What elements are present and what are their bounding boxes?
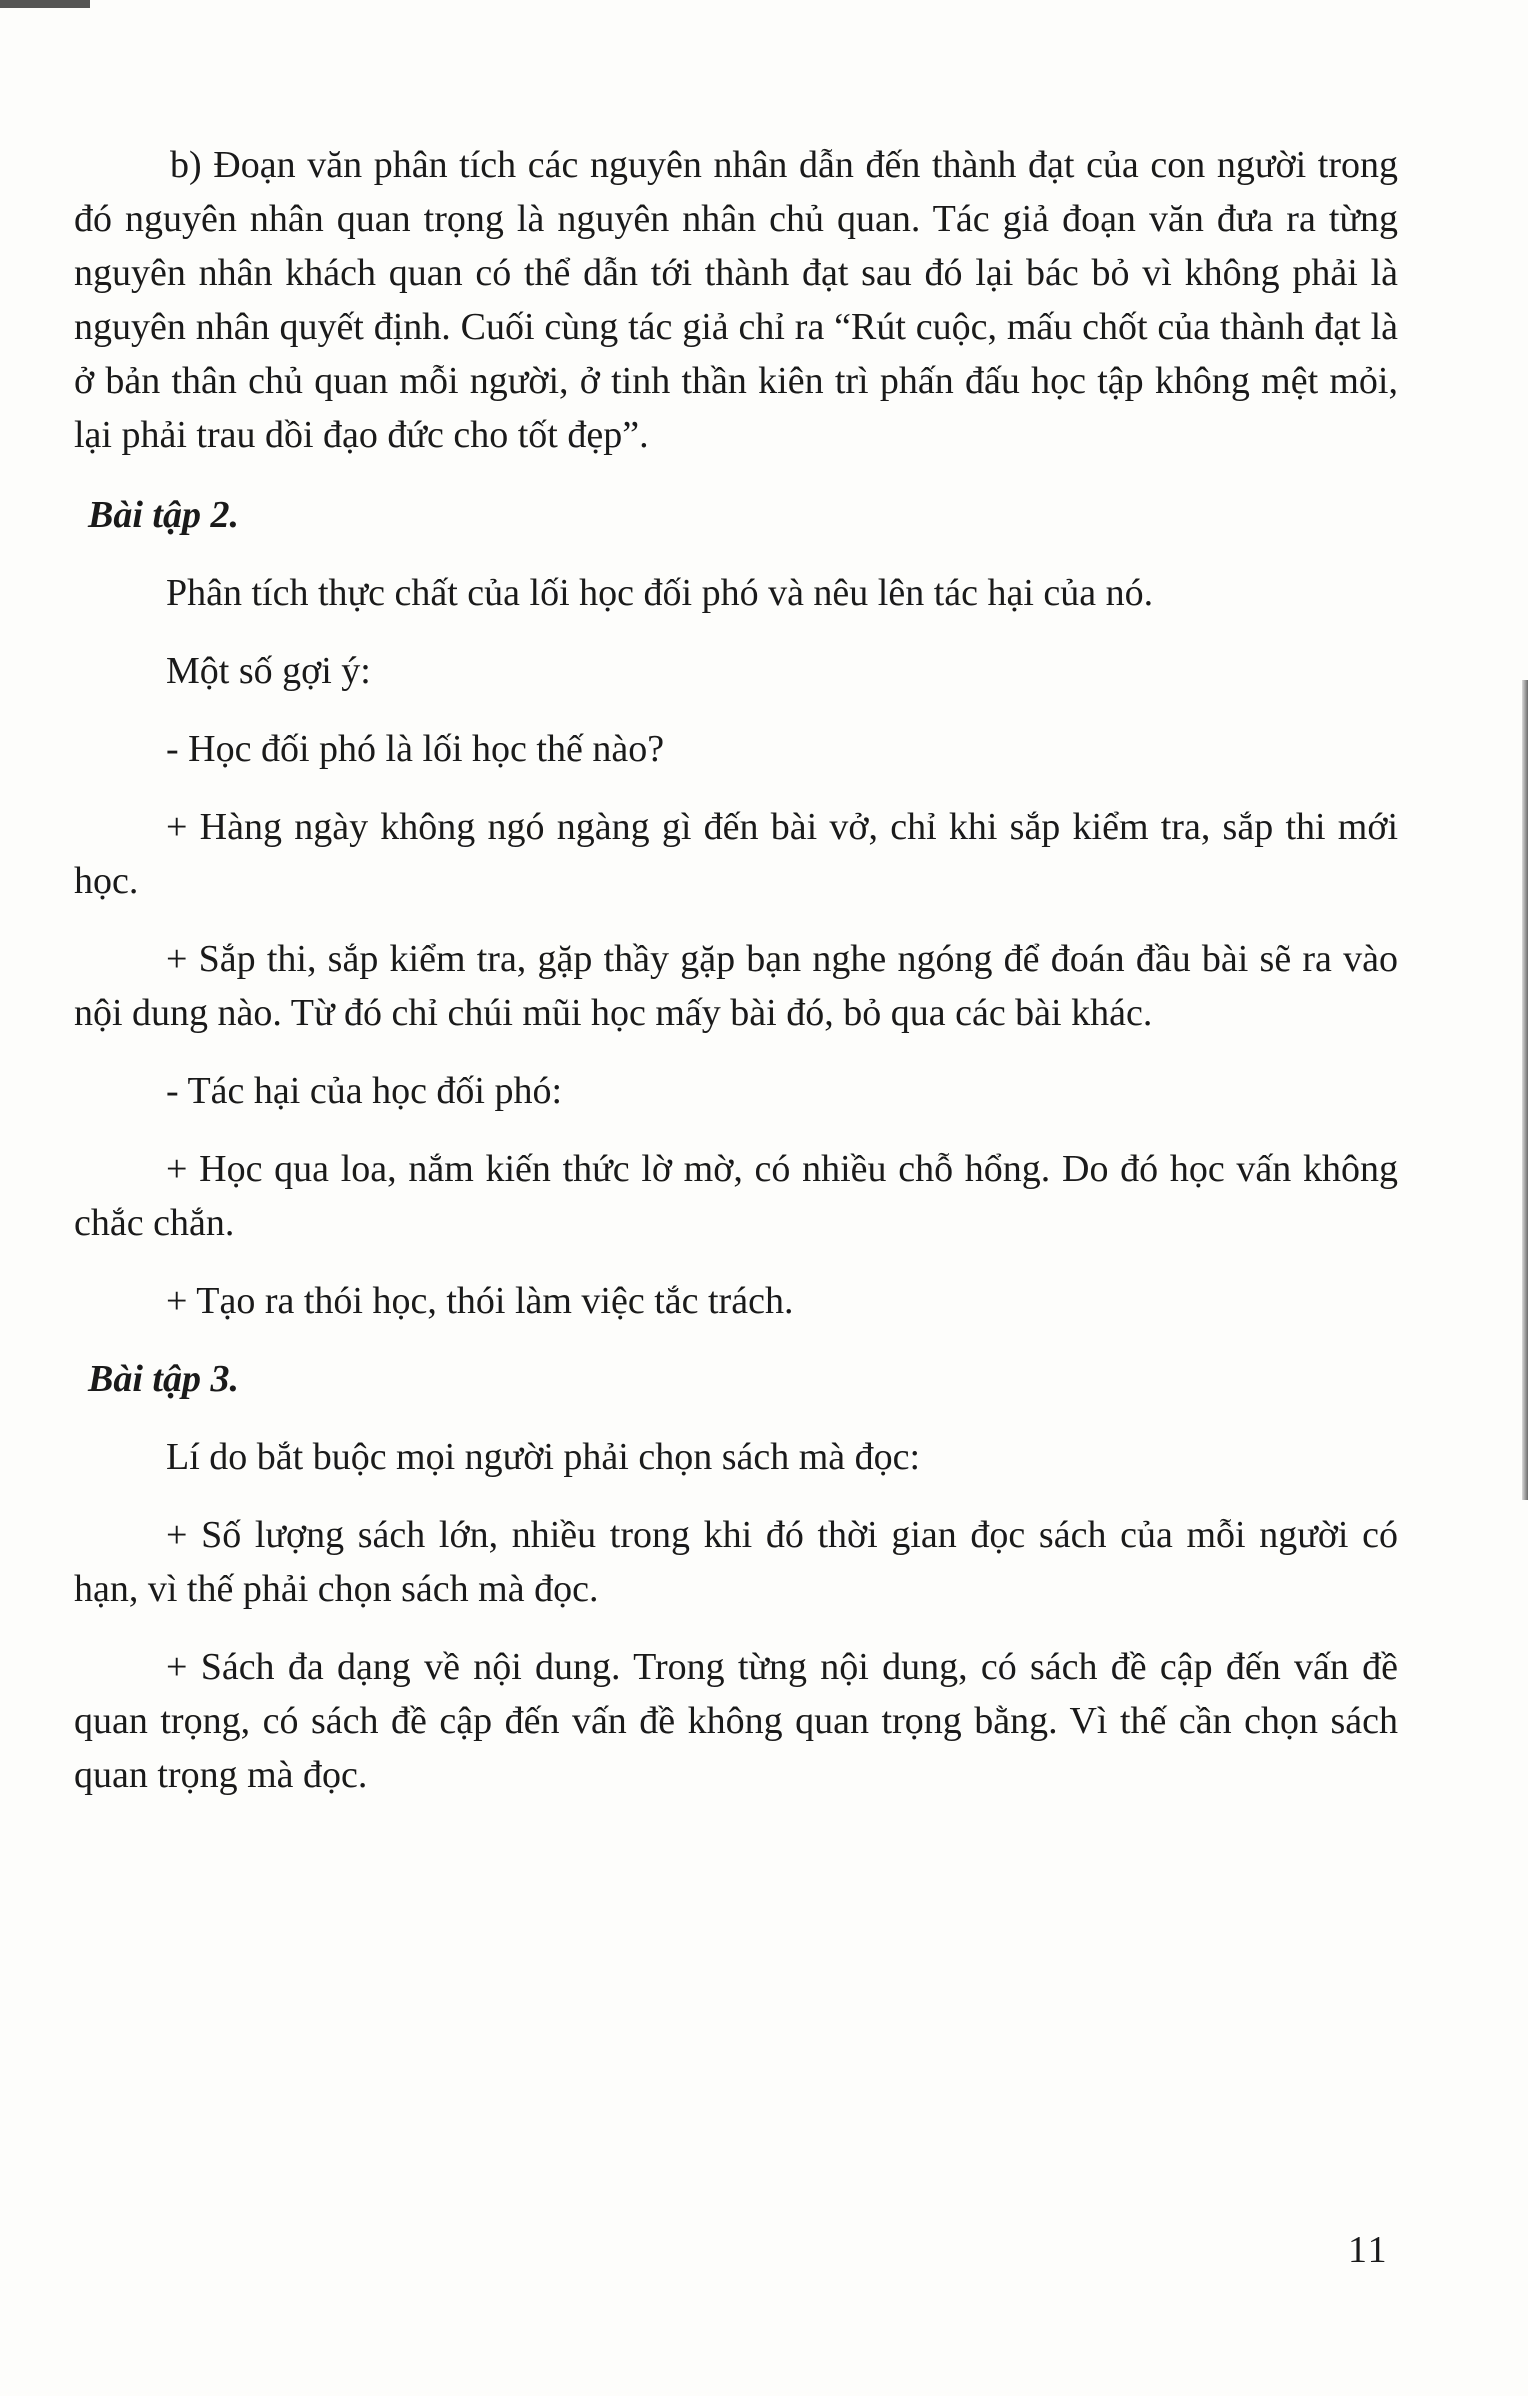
- exercise-2-item: Một số gợi ý:: [166, 650, 371, 692]
- exercise-2-item: + Học qua loa, nắm kiến thức lờ mờ, có nhiều chỗ hổng. Do đó học vấn không chắc chắn.: [74, 1148, 1398, 1244]
- exercise-3-title: Bài tập 3.: [88, 1358, 239, 1400]
- exercise-2-item: Phân tích thực chất của lối học đối phó và nêu lên tác hại của nó.: [166, 572, 1154, 614]
- section-b-paragraph: b) Đoạn văn phân tích các nguyên nhân dẫn đến thành đạt của con người trong đó nguyên nhân quan trọng là nguyên nhân chủ quan. Tác giả đoạn văn đưa ra từng nguyên nhân khách quan có thể dẫn tới thành đạt sau đó lại bác bỏ vì không phải là nguyên nhân quyết định. Cuối cùng tác giả chỉ ra “Rút cuộc, mấu chốt của thành đạt là ở bản thân chủ quan mỗi người, ở tinh thần kiên trì phấn đấu học tập không mệt mỏi, lại phải trau dồi đạo đức cho tốt đẹp”.: [74, 144, 1398, 456]
- exercise-2-item: + Hàng ngày không ngó ngàng gì đến bài vở, chỉ khi sắp kiểm tra, sắp thi mới học.: [74, 806, 1398, 902]
- exercise-3-item: + Sách đa dạng về nội dung. Trong từng nội dung, có sách đề cập đến vấn đề quan trọng, có sách đề cập đến vấn đề không quan trọng bằng. Vì thế cần chọn sách quan trọng mà đọc.: [74, 1646, 1398, 1796]
- exercise-2-title: Bài tập 2.: [88, 494, 239, 536]
- exercise-3-item: + Số lượng sách lớn, nhiều trong khi đó thời gian đọc sách của mỗi người có hạn, vì thế phải chọn sách mà đọc.: [74, 1514, 1398, 1610]
- page-content: [74, 138, 1398, 1826]
- exercise-2-item: - Tác hại của học đối phó:: [166, 1070, 563, 1112]
- exercise-3: [74, 1352, 1398, 1802]
- exercise-2-item: - Học đối phó là lối học thế nào?: [166, 728, 665, 770]
- scan-smudge: [0, 0, 90, 8]
- section-b: [74, 138, 1398, 462]
- exercise-2-item: + Sắp thi, sắp kiểm tra, gặp thầy gặp bạn nghe ngóng để đoán đầu bài sẽ ra vào nội dung nào. Từ đó chỉ chúi mũi học mấy bài đó, bỏ qua các bài khác.: [74, 938, 1398, 1034]
- exercise-2-item: + Tạo ra thói học, thói làm việc tắc trách.: [166, 1280, 794, 1322]
- scan-binding-edge: [1522, 680, 1528, 1500]
- exercise-3-item: Lí do bắt buộc mọi người phải chọn sách mà đọc:: [166, 1436, 921, 1478]
- page-number: 11: [1348, 2229, 1389, 2271]
- exercise-2: [74, 488, 1398, 1328]
